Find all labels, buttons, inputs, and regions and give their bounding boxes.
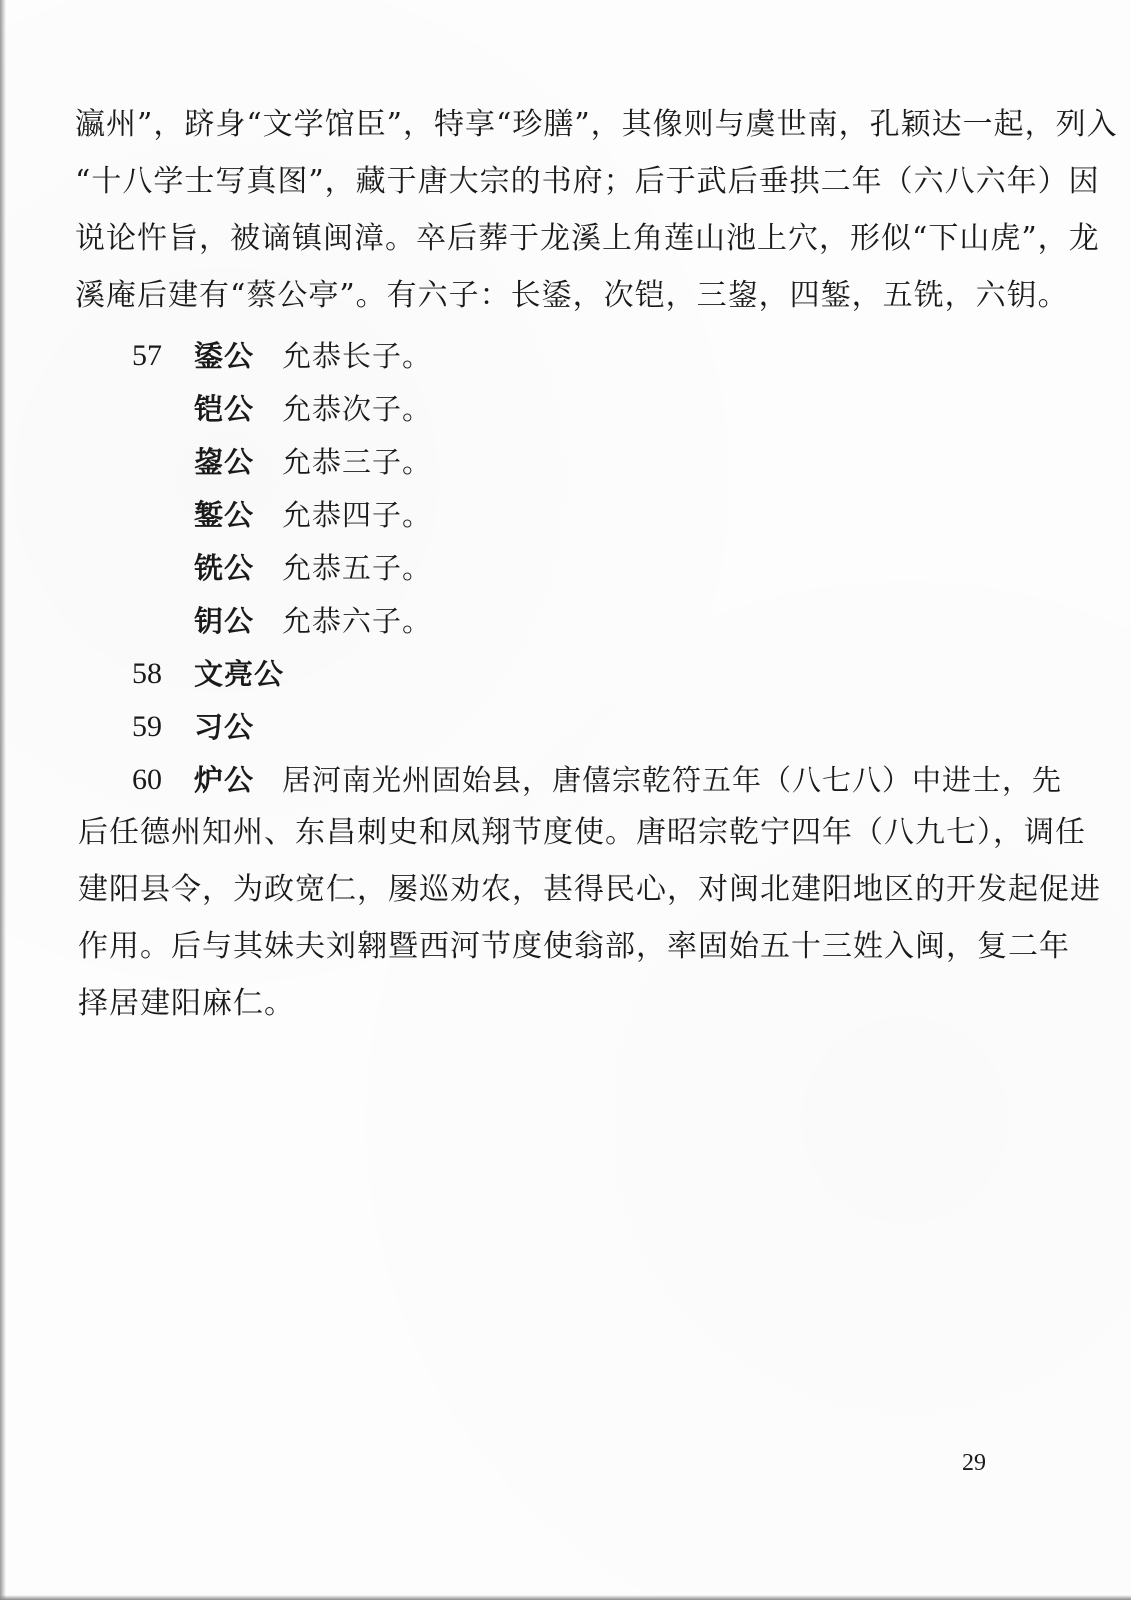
genealogy-entry — [0, 760, 1131, 800]
entry-description: 允恭四子。 — [282, 498, 433, 532]
entry-name: 铣公 — [194, 551, 255, 585]
entry-description: 允恭次子。 — [282, 392, 433, 426]
continuation-line: 建阳县令，为政宽仁，屡巡劝农，甚得民心，对闽北建阳地区的开发起促进 — [78, 872, 1101, 907]
continuation-line: 后任德州知州、东昌刺史和凤翔节度使。唐昭宗乾宁四年（八九七），调任 — [78, 815, 1086, 850]
genealogy-entry — [0, 495, 1131, 535]
intro-line: 说论忤旨，被谪镇闽漳。卒后葬于龙溪上角莲山池上穴，形似“下山虎”，龙 — [75, 221, 1100, 256]
entry-name: 鋈公 — [194, 339, 255, 373]
continuation-line: 择居建阳麻仁。 — [78, 986, 295, 1021]
genealogy-entry — [0, 601, 1131, 641]
genealogy-entry — [0, 336, 1131, 376]
entry-name: 鋆公 — [194, 445, 255, 479]
genealogy-entry — [0, 707, 1131, 747]
continuation-line: 作用。后与其妹夫刘翱暨西河节度使翁部，率固始五十三姓入闽，复二年 — [78, 929, 1070, 964]
entry-name: 钥公 — [194, 604, 255, 638]
entry-number: 60 — [132, 763, 162, 796]
genealogy-entry — [0, 654, 1131, 694]
entry-name: 炉公 — [194, 763, 255, 797]
scan-bottom-edge — [0, 1595, 1131, 1600]
entry-number: 57 — [132, 339, 162, 372]
entry-name: 錾公 — [194, 498, 255, 532]
page-number: 29 — [962, 1450, 986, 1476]
genealogy-entry — [0, 389, 1131, 429]
entry-name: 铠公 — [194, 392, 255, 426]
entry-name: 文亮公 — [194, 657, 285, 691]
intro-paragraph — [75, 96, 1118, 324]
scan-left-edge — [0, 0, 6, 1600]
entry-description: 允恭六子。 — [282, 604, 433, 638]
entry-number: 58 — [132, 657, 162, 690]
entry-60-continuation — [78, 804, 1101, 1032]
genealogy-entry — [0, 548, 1131, 588]
entry-description: 允恭长子。 — [282, 339, 433, 373]
entry-description: 允恭五子。 — [282, 551, 433, 585]
intro-line: 溪庵后建有“蔡公亭”。有六子：长鋈，次铠，三鋆，四錾，五铣，六钥。 — [75, 278, 1069, 313]
entry-name: 习公 — [194, 710, 255, 744]
entry-description: 居河南光州固始县，唐僖宗乾符五年（八七八）中进士，先 — [282, 763, 1063, 797]
intro-line: “十八学士写真图”，藏于唐大宗的书府；后于武后垂拱二年（六八六年）因 — [75, 164, 1100, 199]
entry-number: 59 — [132, 710, 162, 743]
entry-description: 允恭三子。 — [282, 445, 433, 479]
genealogy-entry — [0, 442, 1131, 482]
intro-line: 瀛州”，跻身“文学馆臣”，特享“珍膳”，其像则与虞世南，孔颖达一起，列入 — [75, 107, 1118, 142]
